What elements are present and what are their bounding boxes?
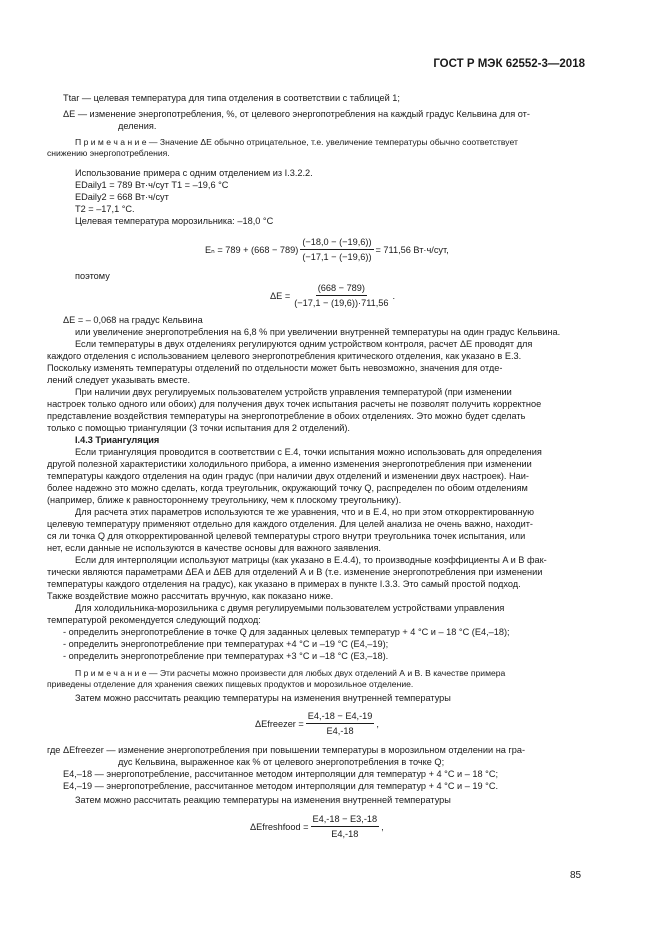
text-line: Если триангуляция проводится в соответствии с Е.4, точки испытания можно использовать для определения (75, 447, 542, 457)
text-line: представление воздействия температуры на энергопотребление в обоих отделениях. Это можно будет сделать (47, 411, 526, 421)
formula-4 (250, 813, 384, 840)
text-line: ся ли точка Q для откорректированной целевой температуры строго внутри треугольника точек испытания, или (47, 531, 526, 541)
text-line: дус Кельвина, выраженное как % от целевого энергопотребления в точке Q; (118, 757, 445, 767)
note-line: приведены отделение для хранения свежих пищевых продуктов и морозильное отделение. (47, 679, 414, 689)
text-line: Также воздействие можно рассчитать вручную, как показано ниже. (47, 591, 334, 601)
text-line: настроек только одного или обоих) для получения двух точек испытания расчеты не позволят получить корректное (47, 399, 542, 409)
list-item: - определить энергопотребление при температурах +3 °C и –18 °C (E3,–18). (63, 651, 389, 661)
formula-lhs: ΔEfreezer = (255, 718, 304, 729)
formula-denominator: E4,-18 (326, 726, 354, 736)
formula-rhs: , (381, 821, 384, 832)
text-line: При наличии двух регулируемых пользователем устройств управления температурой (при изменении (75, 387, 512, 397)
formula-denominator: (−17,1 − (−19,6)) (302, 252, 372, 262)
note-line: снижению энергопотребления. (47, 148, 170, 158)
formula-denominator: E4,-18 (331, 829, 359, 839)
text-line: EDaily1 = 789 Вт·ч/сут T1 = –19,6 °C (75, 180, 229, 190)
formula-denominator: (−17,1 − (19,6))·711,56 (294, 298, 389, 308)
text-line: нет, если данные не используются в качестве основы для важного заявления. (47, 543, 381, 553)
formula-numerator: (668 − 789) (316, 282, 367, 296)
text-line: каждого отделения с использованием целевого энергопотребления критического отделения, как указано в Е.3. (47, 351, 522, 361)
page-number: 85 (570, 870, 582, 881)
formula-fraction (306, 710, 375, 737)
formula-rhs: , (376, 718, 379, 729)
section-heading: I.4.3 Триангуляция (75, 435, 160, 445)
formula-lhs: ΔE = (270, 290, 291, 301)
text-line: поэтому (75, 271, 110, 281)
text-line: температуры каждого отделения на градус), как указано в примерах в пункте I.3.3. Это самый простой подход. (47, 579, 521, 589)
text-line: Использование примера с одним отделением из I.3.2.2. (75, 168, 313, 178)
formula-rhs: = 711,56 Вт·ч/сут, (375, 244, 449, 255)
text-line: (например, ближе к равностороннему треугольнику, чем к плоскому треугольнику). (47, 495, 402, 505)
text-line: EDaily2 = 668 Вт·ч/сут (75, 192, 169, 202)
text-line: Затем можно рассчитать реакцию температуры на изменения внутренней температуры (75, 795, 451, 805)
text-line: температуры каждого отделения на один градус (при наличии двух отделений и изменении двух настроек). Наи- (47, 471, 529, 481)
page-header: ГОСТ Р МЭК 62552-3—2018 (433, 58, 585, 70)
formula-1 (205, 236, 449, 263)
text-line: Целевая температура морозильника: –18,0 °C (75, 216, 274, 226)
text-line: лений следует указывать вместе. (47, 375, 191, 385)
formula-fraction (292, 282, 390, 309)
formula-numerator: E4,-18 − E3,-18 (311, 813, 380, 827)
formula-3 (255, 710, 379, 737)
text-line: T2 = –17,1 °C. (75, 204, 135, 214)
text-line: тически являются параметрами ΔEA и ΔEB для отделений А и В (т.е. изменение энергопотребления при изменении (47, 567, 543, 577)
text-line: E4,–18 — энергопотребление, рассчитанное методом интерполяции для температур + 4 °C и – 18 °C; (63, 769, 499, 779)
text-line: деления. (118, 121, 157, 131)
text-line: только с помощью триангуляции (3 точки испытания для 2 отделений). (47, 423, 350, 433)
formula-2 (270, 282, 395, 309)
text-line: E4,–19 — энергопотребление, рассчитанное методом интерполяции для температур + 4 °C и – 19 °C. (63, 781, 499, 791)
text-line: температурой рекомендуется следующий подход: (47, 615, 261, 625)
text-line: Если температуры в двух отделениях регулируются одним устройством контроля, расчет ΔE проводят для (75, 339, 533, 349)
formula-lhs: Eₙ = 789 + (668 − 789) (205, 244, 299, 255)
text-line: где ΔEfreezer — изменение энергопотребления при повышении температуры в морозильном отделении на гра- (47, 745, 526, 755)
list-item: - определить энергопотребление при температурах +4 °C и –19 °C (E4,–19); (63, 639, 389, 649)
formula-fraction (300, 236, 373, 263)
text-line: Для холодильника-морозильника с двумя регулируемыми пользователем устройствами управления (75, 603, 505, 613)
formula-fraction (311, 813, 380, 840)
text-line: целевую температуру применяют отдельно для каждого отделения. Для целей анализа не очень важно, находит- (47, 519, 533, 529)
text-line: Поскольку изменять температуры отделений по отдельности может быть невозможно, значения для отде- (47, 363, 503, 373)
text-line: Ttar — целевая температура для типа отделения в соответствии с таблицей 1; (63, 93, 400, 103)
formula-rhs: . (392, 290, 396, 301)
note-line: П р и м е ч а н и е — Эти расчеты можно произвести для любых двух отделений А и В. В качестве примера (75, 668, 506, 678)
formula-numerator: (−18,0 − (−19,6)) (300, 236, 373, 250)
text-line: более надежно это можно сделать, когда треугольник, окружающий точку Q, распределен по обоим отделениям (47, 483, 528, 493)
text-line: Для расчета этих параметров используются те же уравнения, что и в Е.4, но при этом откорректированную (75, 507, 534, 517)
formula-lhs: ΔEfreshfood = (250, 821, 309, 832)
text-line: другой полезной характеристики холодильного прибора, а именно изменения энергопотребления при изменении (47, 459, 532, 469)
text-line: ΔE — изменение энергопотребления, %, от целевого энергопотребления на каждый градус Кельвина для от- (63, 109, 530, 119)
list-item: - определить энергопотребление в точке Q для заданных целевых температур + 4 °C и – 18 °C (E4,–18); (63, 627, 510, 637)
text-line: Затем можно рассчитать реакцию температуры на изменения внутренней температуры (75, 693, 451, 703)
formula-numerator: E4,-18 − E4,-19 (306, 710, 375, 724)
text-line: ΔE = – 0,068 на градус Кельвина (63, 315, 203, 325)
text-line: или увеличение энергопотребления на 6,8 % при увеличении внутренней температуры на один градус Кельвина. (75, 327, 561, 337)
note-line: П р и м е ч а н и е — Значение ΔE обычно отрицательное, т.е. увеличение температуры обычно соответствует (75, 137, 518, 147)
text-line: Если для интерполяции используют матрицы (как указано в Е.4.4), то производные коэффициенты A и B фак- (75, 555, 547, 565)
